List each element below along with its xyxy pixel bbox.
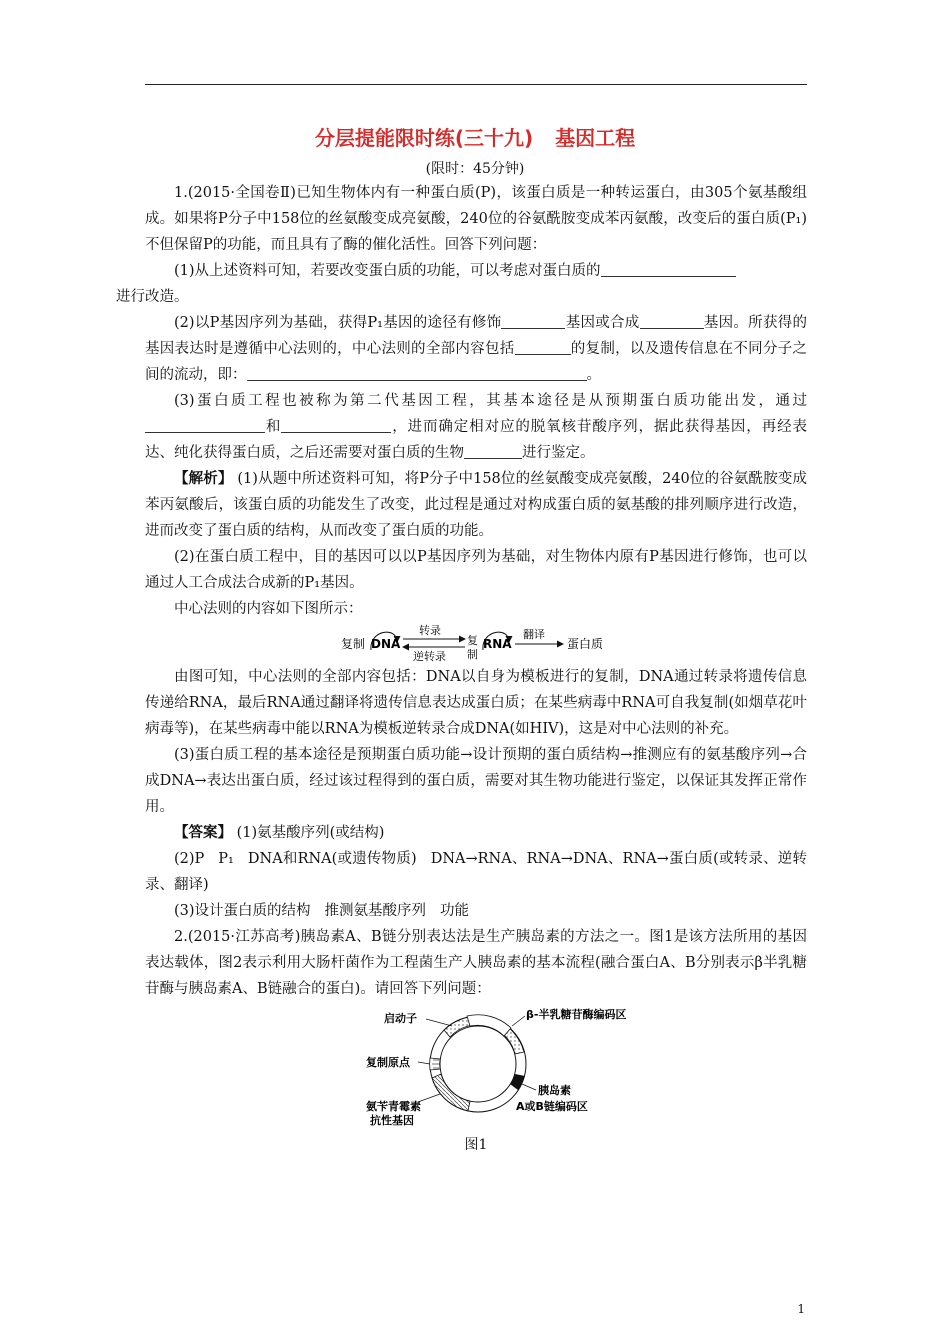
analysis-5: (3)蛋白质工程的基本途径是预期蛋白质功能→设计预期的蛋白质结构→推测应有的氨基酸序列→合成DNA→表达出蛋白质，经过该过程得到的蛋白质，需要对其生物功能进行鉴定，以保证其发挥正常作用。 (145, 747, 807, 815)
plasmid-diagram (326, 1004, 626, 1130)
answer-1: 【答案】 (1)氨基酸序列(或结构) (174, 824, 385, 841)
question-1-stem: 1.(2015·全国卷Ⅱ)已知生物体内有一种蛋白质(P)，该蛋白质是一种转运蛋白，由305个氨基酸组成。如果将P分子中158位的丝氨酸变成亮氨酸，240位的谷氨酰胺变成苯丙氨酸，改变后的蛋白质(P₁)不但保留P的功能，而且具有了酶的催化活性。回答下列问题： (145, 185, 807, 253)
dogma-protein: 蛋白质 (567, 637, 604, 651)
answer-blank[interactable] (601, 260, 736, 277)
answer-blank[interactable] (501, 312, 565, 329)
analysis-2: (2)在蛋白质工程中，目的基因可以以P基因序列为基础，对生物体内原有P基因进行修饰，也可以通过人工合成法合成新的P₁基因。 (145, 549, 807, 591)
answer-blank[interactable] (145, 416, 265, 433)
question-1-part-3: (3)蛋白质工程也被称为第二代基因工程，其基本途径是从预期蛋白质功能出发，通过和 ，进而确定相对应的脱氧核苷酸序列，据此获得基因，再经表达、纯化获得蛋白质，之后还需要对蛋白质的生物 进行鉴定。 (145, 393, 808, 461)
amp-resistance-region (432, 1074, 470, 1111)
central-dogma-diagram (341, 622, 611, 664)
answer-blank[interactable] (515, 338, 571, 355)
header-rule (145, 84, 807, 85)
label-beta-gal: β-半乳糖苷酶编码区 (526, 1008, 626, 1021)
answer-blank[interactable] (464, 442, 522, 459)
answer-blank[interactable] (640, 312, 704, 329)
dogma-translate: 翻译 (523, 628, 545, 641)
answer-blank[interactable] (281, 416, 391, 433)
page-number: 1 (797, 1302, 805, 1316)
answer-blank[interactable] (247, 364, 587, 381)
dogma-dna: DNA (371, 637, 401, 651)
analysis-1: 【解析】 (1)从题中所述资料可知，将P分子中158位的丝氨酸变成亮氨酸，240位的谷氨酰胺变成苯丙氨酸后，该蛋白质的功能发生了改变，此过程是通过对构成蛋白质的氨基酸的排列顺序进行改造，进而改变了蛋白质的结构，从而改变了蛋白质的功能。 (145, 470, 807, 539)
analysis-4: 由图可知，中心法则的全部内容包括：DNA以自身为模板进行的复制，DNA通过转录将遗传信息传递给RNA，最后RNA通过翻译将遗传信息表达成蛋白质；在某些病毒中RNA可自我复制(如烟草花叶病毒等)，在某些病毒中能以RNA为模板逆转录合成DNA(如HIV)，这是对中心法则的补充。 (145, 669, 807, 737)
plasmid-inner-ring (440, 1026, 516, 1102)
figure-caption: 图1 (464, 1137, 488, 1153)
question-1-part-1: (1)从上述资料可知，若要改变蛋白质的功能，可以考虑对蛋白质的 进行改造。 (145, 258, 807, 310)
label-insulin-chain: A或B链编码区 (516, 1100, 588, 1113)
question-1-part-2: (2)以P基因序列为基础，获得P₁基因的途径有修饰 基因或合成 基因。所获得的基因表达时是遵循中心法则的，中心法则的全部内容包括 的复制，以及遗传信息在不同分子之间的流动，即： 。 (145, 310, 807, 388)
label-ori: 复制原点 (366, 1056, 410, 1069)
dogma-rna: RNA (483, 637, 512, 651)
label-promoter: 启动子 (384, 1012, 417, 1025)
dogma-reverse: 逆转录 (413, 650, 446, 663)
dogma-replicate-2a: 复 (467, 634, 478, 647)
promoter-region (467, 1015, 511, 1036)
dogma-replicate-2b: 制 (467, 648, 478, 661)
page-title (0, 122, 950, 151)
dogma-replicate-label: 复制 (341, 637, 366, 651)
label-insulin: 胰岛素 (538, 1084, 571, 1097)
answer-tag: 【答案】 (174, 824, 232, 841)
label-amp-gene: 抗性基因 (370, 1114, 414, 1127)
answer-3: (3)设计蛋白质的结构 推测氨基酸序列 功能 (174, 903, 470, 919)
question-2-stem: 2.(2015·江苏高考)胰岛素A、B链分别表达法是生产胰岛素的方法之一。图1是该方法所用的基因表达载体，图2表示利用大肠杆菌作为工程菌生产人胰岛素的基本流程(融合蛋白A、B分别表示β半乳糖苷酶与胰岛素A、B链融合的蛋白)。请回答下列问题： (145, 929, 807, 997)
time-limit: (限时：45分钟) (425, 161, 525, 177)
document-body (116, 180, 808, 1158)
analysis-3: 中心法则的内容如下图所示： (174, 601, 363, 617)
dogma-transcribe: 转录 (419, 624, 441, 637)
answer-2: (2)P P₁ DNA和RNA(或遗传物质) DNA→RNA、RNA→DNA、RNA→蛋白质(或转录、逆转录、翻译) (145, 851, 807, 893)
title-main: 分层提能限时练(三十九) (314, 126, 534, 150)
title-sub: 基因工程 (555, 126, 636, 150)
label-amp: 氨苄青霉素 (366, 1100, 421, 1113)
analysis-tag: 【解析】 (174, 470, 233, 487)
